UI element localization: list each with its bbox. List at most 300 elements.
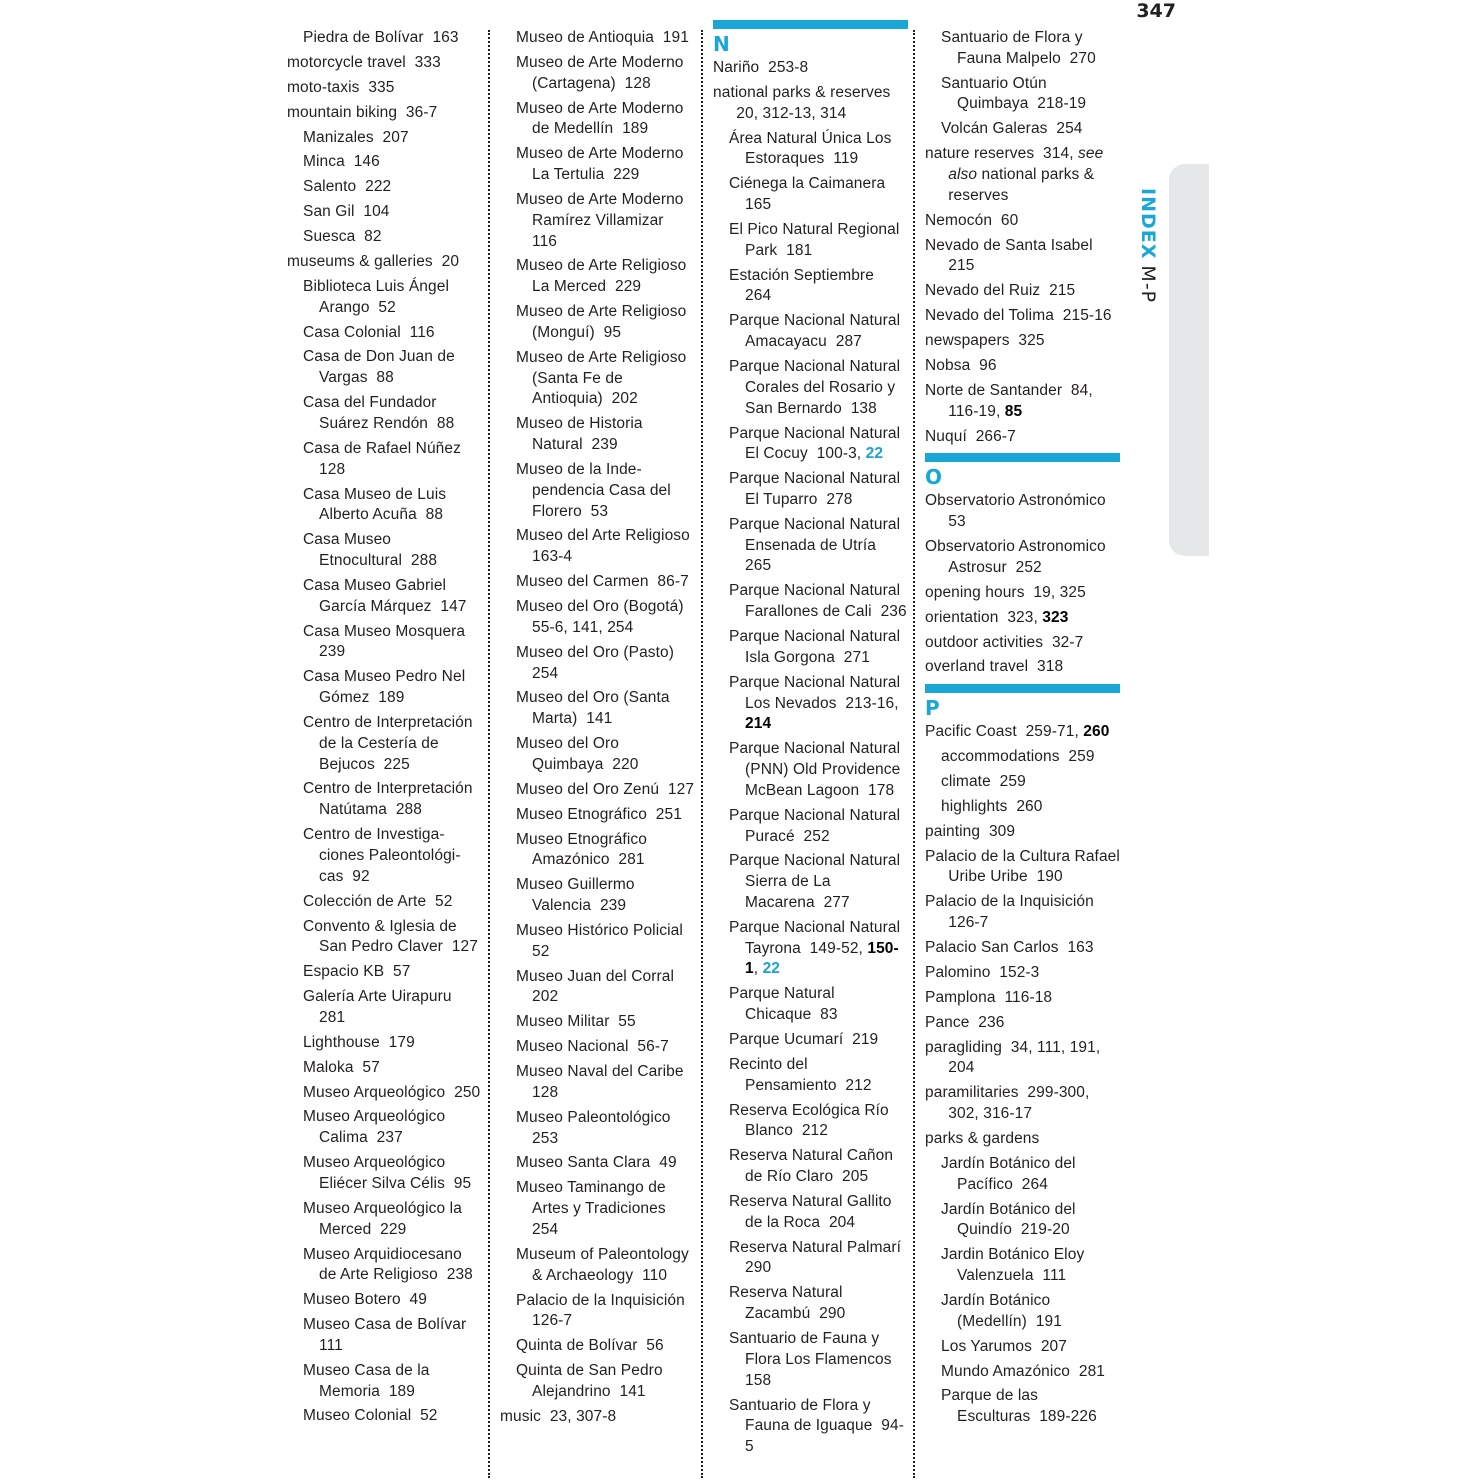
entry-term: Parque Nacional Natural Farallones de Cali — [729, 582, 901, 621]
index-subentry — [287, 393, 482, 435]
section-letter: N — [713, 32, 730, 56]
entry-term: Minca — [303, 153, 345, 171]
page-ref: 281 — [319, 1008, 346, 1026]
section-bar — [713, 20, 908, 29]
index-subentry — [500, 53, 695, 95]
index-subentry — [713, 311, 908, 353]
index-subentry — [287, 892, 482, 913]
entry-term: motorcycle travel — [287, 53, 406, 71]
page-ref: 57 — [392, 963, 411, 981]
main-page-ref: 323 — [1042, 608, 1069, 626]
index-subentry — [500, 144, 695, 186]
page-ref: 202 — [611, 390, 638, 408]
entry-term: Reserva Ecológica Río Blanco — [729, 1101, 889, 1140]
page-ref: 229 — [613, 166, 640, 184]
entry-term: Museo Militar — [516, 1013, 610, 1031]
page-ref: 110 — [642, 1266, 668, 1284]
index-subentry — [287, 1153, 482, 1195]
index-entry — [713, 58, 908, 79]
entry-term: Observatorio Astronómico — [925, 492, 1106, 510]
page-ref: 229 — [380, 1220, 407, 1238]
column-divider — [488, 30, 490, 1478]
entry-term: Parque Ucumarí — [729, 1031, 844, 1049]
index-subentry — [925, 1337, 1120, 1358]
index-subentry — [713, 1238, 908, 1280]
index-entry — [925, 657, 1120, 678]
page-ref: 88 — [436, 414, 455, 432]
page-ref: 239 — [591, 436, 618, 454]
entry-term: Casa Museo Etnocultural — [303, 531, 403, 570]
page-ref: 119 — [833, 150, 859, 168]
page-ref: 111 — [1042, 1267, 1067, 1285]
entry-term: Estación Septiembre — [729, 266, 874, 284]
entry-term: Museo del Arte Religioso — [516, 527, 690, 545]
entry-term: Palacio de la Inquisición — [516, 1291, 685, 1309]
page-ref: 204 — [828, 1213, 856, 1231]
entry-term: Ciénega la Caimanera — [729, 175, 886, 193]
page-ref: 82 — [364, 228, 382, 246]
entry-term: Museo Colonial — [303, 1407, 412, 1425]
entry-term: Nariño — [713, 59, 760, 76]
section-letter: O — [925, 465, 943, 490]
page-ref: 266-7 — [975, 427, 1016, 445]
page-ref: 253-8 — [768, 59, 809, 76]
section-letter: P — [925, 696, 940, 721]
page-ref: 34, 111, 191, 204 — [948, 1038, 1101, 1077]
entry-term: Casa del Fundador Suárez Rendón — [303, 394, 437, 432]
entry-term: accommodations — [941, 748, 1060, 766]
page-ref: 138 — [850, 399, 877, 417]
entry-term: Museo de Historia Natural — [516, 415, 643, 454]
index-subentry — [287, 576, 482, 618]
index-subentry — [287, 1290, 482, 1311]
page-ref: see also — [948, 145, 1104, 184]
entry-term: Museo Paleontológico — [516, 1108, 671, 1126]
page-ref: 205 — [842, 1168, 869, 1186]
page-ref: 314, — [1043, 145, 1079, 163]
page-ref: 215 — [948, 257, 975, 275]
index-subentry — [713, 1329, 908, 1391]
index-subentry — [713, 739, 908, 801]
entry-term: Museo de Arte Religioso (Monguí) — [516, 303, 687, 341]
page-ref: 49 — [659, 1154, 677, 1172]
index-subentry — [925, 1386, 1120, 1428]
page-ref: 309 — [988, 822, 1016, 840]
entry-term: El Pico Natural Regional Park — [729, 220, 900, 259]
index-subentry — [500, 28, 695, 49]
page-ref: 96 — [979, 357, 997, 374]
entry-term: opening hours — [925, 583, 1025, 601]
page-ref: 88 — [425, 506, 444, 524]
page-ref: 19, 325 — [1033, 583, 1086, 601]
index-column-1 — [287, 28, 482, 1431]
entry-term: Reserva Natural Cañon de Río Claro — [729, 1147, 894, 1186]
page-ref: 146 — [353, 153, 380, 171]
page-ref: 189 — [388, 1382, 415, 1400]
page-ref: 88 — [376, 369, 394, 387]
index-subentry — [925, 1245, 1120, 1287]
entry-term: Norte de Santander — [925, 381, 1063, 399]
index-subentry — [500, 256, 695, 298]
map-page-ref: 22 — [865, 445, 884, 463]
page-ref: 259 — [1068, 748, 1095, 766]
page-ref: 250 — [454, 1083, 481, 1101]
entry-term: Jardín Botánico del Pacífico — [941, 1154, 1076, 1193]
entry-term: Reserva Natural Zacambú — [729, 1284, 843, 1323]
page-ref: 52 — [378, 298, 396, 316]
entry-term: Jardin Botánico Eloy Valenzuela — [941, 1246, 1085, 1285]
page-ref: 264 — [745, 287, 772, 305]
page-ref: 212 — [801, 1122, 828, 1140]
page-ref: 60 — [1000, 211, 1019, 229]
page-ref: 333 — [414, 53, 441, 71]
page-ref: 189 — [378, 689, 405, 707]
section-bar — [925, 684, 1120, 693]
page-ref: 141 — [586, 710, 613, 728]
index-subentry — [713, 627, 908, 669]
page-ref: 53 — [948, 513, 966, 531]
index-subentry — [287, 825, 482, 887]
entry-term: Museo de Arte Religioso La Merced — [516, 257, 687, 296]
index-subentry — [713, 1283, 908, 1325]
entry-term: Museo Arquidiocesano de Arte Religioso — [303, 1245, 462, 1284]
index-subentry — [287, 1406, 482, 1427]
index-subentry — [500, 875, 695, 917]
entry-term: Nuquí — [925, 427, 967, 445]
index-entry — [925, 1083, 1120, 1125]
index-subentry — [925, 74, 1120, 116]
entry-term: moto-taxis — [287, 78, 360, 96]
page-ref: 218-19 — [1037, 95, 1087, 113]
index-subentry — [500, 1153, 695, 1174]
index-subentry — [713, 1055, 908, 1097]
index-entry — [925, 211, 1120, 232]
index-subentry — [713, 515, 908, 577]
entry-term: Santuario de Fauna y Flora Los Flamencos — [729, 1330, 892, 1368]
entry-term: Jardín Botánico (Medellín) — [941, 1291, 1051, 1330]
index-column-2 — [500, 28, 695, 1432]
page-ref: 163-4 — [532, 548, 573, 566]
page-ref: 252 — [803, 827, 830, 845]
index-entry — [925, 847, 1120, 889]
page-ref: 141 — [619, 1382, 646, 1400]
entry-term: music — [500, 1407, 541, 1425]
page-ref: 222 — [365, 178, 392, 196]
index-subentry — [925, 772, 1120, 793]
page-ref: 149-52, — [809, 939, 868, 957]
index-subentry — [713, 469, 908, 511]
index-subentry — [713, 851, 908, 913]
page-ref: 128 — [624, 74, 651, 92]
index-entry — [925, 822, 1120, 843]
page-ref: 116-18 — [1004, 988, 1053, 1006]
index-subentry — [287, 347, 482, 389]
page-ref: 181 — [786, 241, 813, 259]
page-ref: 288 — [410, 552, 438, 570]
index-subentry — [500, 302, 695, 344]
page-ref: 236 — [880, 603, 907, 621]
index-tab-word: INDEX — [1137, 188, 1159, 260]
index-subentry — [500, 597, 695, 639]
entry-term: Los Yarumos — [941, 1337, 1032, 1355]
entry-term: Museum of Paleontology & Archaeology — [516, 1245, 689, 1284]
page-ref: 299-300, 302, 316-17 — [948, 1084, 1090, 1123]
entry-term: Museo Arqueológico Eliécer Silva Célis — [303, 1154, 446, 1192]
page-ref: 126-7 — [532, 1312, 573, 1330]
letter-section-header — [925, 453, 1120, 489]
index-tab-range: M-P — [1137, 265, 1159, 304]
entry-term: Museo Taminango de Artes y Tradiciones — [516, 1179, 666, 1218]
entry-term: outdoor activities — [925, 633, 1044, 651]
index-subentry — [500, 805, 695, 826]
page-ref: 278 — [826, 490, 853, 508]
entry-term: Biblioteca Luis Ángel Arango — [303, 277, 449, 316]
entry-term: orientation — [925, 608, 999, 626]
index-entry — [925, 427, 1120, 448]
index-subentry — [713, 129, 908, 171]
index-entry — [500, 1407, 695, 1428]
entry-term: Casa Museo Gabriel García Márquez — [303, 576, 447, 615]
page-ref: 52 — [420, 1407, 438, 1425]
page-ref: 116 — [532, 232, 558, 250]
page-ref: 215-16 — [1062, 307, 1112, 325]
entry-term: Colección de Arte — [303, 892, 427, 910]
entry-term: Parque Nacional Natural Los Nevados — [729, 673, 901, 712]
index-subentry — [500, 830, 695, 872]
index-subentry — [713, 1192, 908, 1234]
index-subentry — [287, 323, 482, 344]
index-subentry — [500, 1361, 695, 1403]
page-ref: 147 — [440, 597, 467, 615]
entry-term: Museo Etnográfico — [516, 805, 647, 823]
entry-term: Mundo Amazónico — [941, 1362, 1071, 1380]
entry-term: Pance — [925, 1013, 970, 1031]
entry-term: Museo del Oro Zenú — [516, 780, 660, 798]
entry-term: Galería Arte Uirapuru — [303, 988, 452, 1006]
index-subentry — [287, 277, 482, 319]
entry-term: Museo Naval del Caribe — [516, 1063, 684, 1081]
entry-term: Museo del Oro (Bogotá) — [516, 598, 684, 616]
index-subentry — [287, 1107, 482, 1149]
entry-term: Casa Museo Pedro Nel Gómez — [303, 668, 466, 707]
page-ref: 237 — [376, 1129, 403, 1147]
entry-term: Museo Botero — [303, 1291, 401, 1309]
entry-term: Museo de Arte Moderno La Tertulia — [516, 145, 684, 184]
index-subentry — [287, 917, 482, 959]
index-entry — [925, 938, 1120, 959]
entry-term: Casa Museo de Luis Alberto Acuña — [303, 485, 447, 524]
entry-term: Centro de Interpretación Natútama — [303, 780, 473, 819]
page-ref: 55 — [618, 1013, 636, 1031]
index-subentry — [925, 1362, 1120, 1383]
entry-term: Reserva Natural Gallito de la Roca — [729, 1193, 892, 1231]
entry-term: Lighthouse — [303, 1033, 380, 1051]
entry-term: Maloka — [303, 1058, 354, 1076]
main-page-ref: 214 — [745, 715, 772, 733]
index-thumb-tab — [1169, 164, 1209, 556]
entry-term: Parque Nacional Natural Sierra de La Macarena — [729, 852, 901, 911]
index-subentry — [287, 485, 482, 527]
entry-term: Casa Colonial — [303, 323, 401, 341]
index-subentry — [287, 962, 482, 983]
page-ref: 253 — [532, 1129, 559, 1147]
index-subentry — [500, 1245, 695, 1287]
index-subentry — [713, 357, 908, 419]
entry-term: Parque Nacional Natural Corales del Rosario y San Bernardo — [729, 358, 901, 417]
page-ref: 127 — [667, 780, 695, 798]
entry-term: paramilitaries — [925, 1084, 1019, 1102]
page-ref: 100-3, — [816, 445, 866, 463]
entry-term: mountain biking — [287, 103, 398, 121]
page-ref: 94-5 — [745, 1417, 904, 1456]
index-entry — [925, 583, 1120, 604]
index-subentry — [287, 1245, 482, 1287]
entry-term: Convento & Iglesia de San Pedro Claver — [303, 917, 457, 956]
page-ref: 57 — [362, 1058, 380, 1076]
page-ref: 288 — [395, 801, 422, 819]
page-ref: 212 — [845, 1076, 872, 1094]
index-subentry — [713, 1146, 908, 1188]
index-entry — [925, 236, 1120, 278]
index-subentry — [287, 28, 482, 49]
entry-term: Reserva Natural Palmarí — [729, 1238, 901, 1256]
page-ref: 260 — [1016, 797, 1043, 815]
entry-term: Museo Juan del Corral — [516, 967, 675, 985]
main-page-ref: 85 — [1004, 402, 1023, 420]
index-subentry — [500, 414, 695, 456]
index-entry — [925, 306, 1120, 327]
entry-term: Museo Histórico Policial — [516, 921, 683, 939]
index-subentry — [287, 227, 482, 248]
page-ref: 128 — [532, 1083, 559, 1101]
page-ref: 32-7 — [1051, 633, 1084, 651]
entry-term: Museo de Arte Moderno de Medellín — [516, 99, 684, 138]
page-ref: 126-7 — [948, 914, 989, 932]
entry-term: Casa de Don Juan de Vargas — [303, 348, 455, 387]
entry-term: Santuario Otún Quimbaya — [941, 74, 1047, 113]
index-subentry — [500, 1062, 695, 1104]
index-subentry — [500, 1291, 695, 1333]
entry-term: highlights — [941, 797, 1008, 815]
page-ref: 323, — [1007, 608, 1043, 626]
entry-term: Museo de Antioquia — [516, 29, 654, 46]
page-ref: 290 — [745, 1259, 772, 1277]
page-ref: 213-16, — [845, 694, 899, 712]
index-subentry — [500, 1037, 695, 1058]
entry-term: national parks & reserves — [713, 83, 891, 101]
entry-term: paragliding — [925, 1038, 1002, 1056]
page-ref: 95 — [603, 323, 622, 341]
page-ref: 207 — [382, 128, 409, 146]
index-subentry — [287, 987, 482, 1029]
entry-term: newspapers — [925, 332, 1010, 350]
index-entry — [713, 83, 908, 125]
index-subentry — [713, 174, 908, 216]
index-entry — [925, 963, 1120, 984]
page-ref: 191 — [662, 29, 689, 46]
index-subentry — [925, 797, 1120, 818]
index-entry — [925, 537, 1120, 579]
page-ref: 252 — [1015, 558, 1042, 576]
section-bar — [925, 453, 1120, 462]
index-subentry — [713, 1101, 908, 1143]
page-ref: 229 — [614, 278, 642, 296]
entry-term: Parque Nacional Natural (PNN) Old Providence McBean Lagoon — [729, 740, 901, 799]
page-ref: 325 — [1018, 332, 1045, 350]
page-ref: 265 — [745, 557, 772, 575]
index-subentry — [500, 688, 695, 730]
entry-term: Quinta de San Pedro Alejandrino — [516, 1362, 663, 1400]
page-ref: national parks & reserves — [948, 166, 1095, 204]
page-ref: 49 — [409, 1291, 427, 1309]
entry-term: Pamplona — [925, 988, 996, 1006]
index-entry — [925, 356, 1120, 377]
entry-term: Museo del Oro Quimbaya — [516, 735, 619, 773]
entry-term: Museo Arqueológico — [303, 1083, 446, 1101]
entry-term: Nevado del Ruiz — [925, 282, 1041, 300]
page-ref: 189-226 — [1039, 1408, 1097, 1426]
index-entry — [925, 1013, 1120, 1034]
page-ref: 318 — [1037, 658, 1064, 676]
index-entry — [925, 988, 1120, 1009]
page-ref: 239 — [599, 897, 627, 915]
entry-term: Museo Santa Clara — [516, 1154, 651, 1172]
letter-section-header — [713, 20, 908, 56]
entry-term: Museo de la Independencia Casa del Florero — [516, 460, 671, 520]
page-ref: 190 — [1036, 868, 1063, 886]
index-subentry — [287, 1033, 482, 1054]
entry-term: Espacio KB — [303, 963, 385, 981]
page-ref: 92 — [352, 867, 370, 885]
map-page-ref: 22 — [762, 960, 781, 978]
entry-term: Nevado del Tolima — [925, 307, 1054, 325]
index-subentry — [287, 713, 482, 775]
index-subentry — [713, 424, 908, 466]
entry-term: Santuario de Flora y Fauna de Iguaque — [729, 1396, 873, 1435]
entry-term: Quinta de Bolívar — [516, 1337, 638, 1355]
index-subentry — [500, 348, 695, 410]
index-subentry — [500, 1178, 695, 1240]
index-subentry — [925, 1154, 1120, 1196]
index-subentry — [713, 1030, 908, 1051]
page-ref: 220 — [612, 755, 639, 773]
entry-term: Parque Nacional Natural El Cocuy — [729, 424, 901, 463]
column-divider — [913, 30, 915, 1478]
page-ref: 23, 307-8 — [549, 1407, 617, 1425]
index-subentry — [713, 266, 908, 308]
page-ref: 165 — [745, 196, 772, 214]
entry-term: Centro de Interpretación de la Cestería de Bejucos — [303, 713, 473, 773]
index-entry — [925, 491, 1120, 533]
entry-term: overland travel — [925, 658, 1029, 676]
index-entry — [925, 144, 1120, 206]
index-subentry — [713, 581, 908, 623]
page-ref: 55-6, 141, 254 — [532, 618, 634, 636]
entry-term: Nemocón — [925, 211, 993, 229]
page-ref: 127 — [451, 938, 478, 956]
index-entry — [287, 252, 482, 273]
entry-term: Museo del Oro (Santa Marta) — [516, 689, 670, 728]
entry-term: Casa Museo Mosquera — [303, 622, 466, 640]
entry-term: Salento — [303, 178, 357, 196]
page-ref: 254 — [1056, 120, 1083, 138]
index-subentry — [500, 1108, 695, 1150]
page-ref: 251 — [655, 805, 682, 823]
index-entry — [925, 381, 1120, 423]
entry-term: Jardín Botánico del Quindío — [941, 1200, 1076, 1239]
index-subentry — [500, 734, 695, 776]
entry-term: Nobsa — [925, 357, 971, 374]
